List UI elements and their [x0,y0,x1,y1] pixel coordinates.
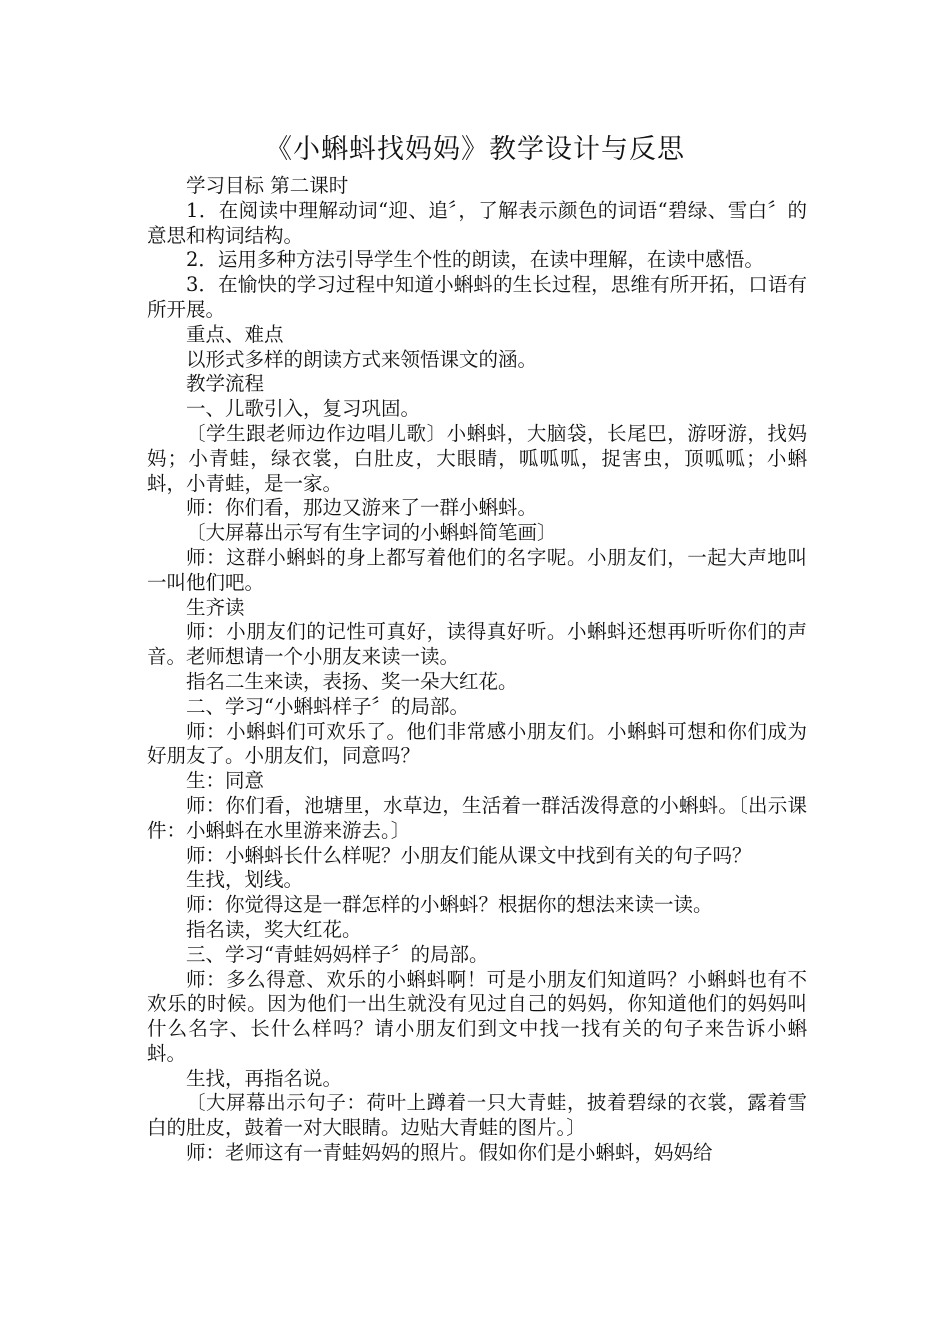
body-paragraph: 师：你觉得这是一群怎样的小蝌蚪？根据你的想法来读一读。 [186,893,713,917]
document-title: 《小蝌蚪找妈妈》教学设计与反思 [265,134,685,165]
body-paragraph: 师：你们看，池塘里，水草边，生活着一群活泼得意的小蝌蚪。〔出示课件：小蝌蚪在水里游来游去。〕 [147,793,807,842]
body-paragraph: 师：老师这有一青蛙妈妈的照片。假如你们是小蝌蚪，妈妈给 [186,1141,713,1165]
section-heading-objectives: 学习目标 第二课时 [186,174,349,197]
objective-item: 2．运用多种方法引导学生个性的朗读，在读中理解，在读中感悟。 [186,248,764,272]
objective-item: 1．在阅读中理解动词“迎、追〞，了解表示颜色的词语“碧绿、雪白〞的意思和构词结构。 [147,198,807,247]
body-paragraph: 师：这群小蝌蚪的身上都写着他们的名字呢。小朋友们，一起大声地叫一叫他们吧。 [147,545,807,594]
body-paragraph: 以形式多样的朗读方式来领悟课文的涵。 [186,347,538,371]
body-paragraph: 指名读，奖大红花。 [186,917,362,941]
body-paragraph: 〔大屏幕出示写有生字词的小蝌蚪简笔画〕 [186,521,557,545]
body-paragraph: 生找，划线。 [186,868,304,892]
section-heading-process: 教学流程 [186,372,265,396]
body-paragraph: 生齐读 [186,595,245,619]
body-paragraph: 师：小蝌蚪长什么样呢？小朋友们能从课文中找到有关的句子吗？ [186,843,752,867]
section-heading-key-points: 重点、难点 [186,322,284,346]
objective-item: 3．在愉快的学习过程中知道小蝌蚪的生长过程，思维有所开拓，口语有所开展。 [147,273,807,321]
step-heading: 一、儿歌引入，复习巩固。 [186,397,421,421]
step-heading: 三、学习“青蛙妈妈样子〞的局部。 [186,942,489,966]
body-paragraph: 生找，再指名说。 [186,1066,343,1090]
body-paragraph: 指名二生来读，表扬、奖一朵大红花。 [186,669,518,693]
step-heading: 二、学习“小蝌蚪样子〞的局部。 [186,694,469,718]
body-paragraph: 师：小朋友们的记性可真好，读得真好听。小蝌蚪还想再听听你们的声音。老师想请一个小朋友来读一读。 [147,620,807,669]
body-paragraph: 〔大屏幕出示句子：荷叶上蹲着一只大青蛙，披着碧绿的衣裳，露着雪白的肚皮，鼓着一对大眼睛。边贴大青蛙的图片。〕 [147,1091,807,1140]
body-paragraph: 生：同意 [186,769,265,793]
body-paragraph: 师：多么得意、欢乐的小蝌蚪啊！可是小朋友们知道吗？小蝌蚪也有不欢乐的时候。因为他们一出生就没有见过自己的妈妈，你知道他们的妈妈叫什么名字、长什么样吗？请小朋友们到文中找一找有关的句子来告诉小蝌蚪。 [147,967,807,1065]
document-body [147,174,807,1166]
body-paragraph: 〔学生跟老师边作边唱儿歌〕小蝌蚪，大脑袋，长尾巴，游呀游，找妈妈；小青蛙，绿衣裳，白肚皮，大眼睛，呱呱呱，捉害虫，顶呱呱；小蝌蚪，小青蛙，是一家。 [147,421,807,495]
body-paragraph: 师：小蝌蚪们可欢乐了。他们非常感小朋友们。小蝌蚪可想和你们成为好朋友了。小朋友们，同意吗？ [147,719,807,768]
body-paragraph: 师：你们看，那边又游来了一群小蝌蚪。 [186,496,538,520]
